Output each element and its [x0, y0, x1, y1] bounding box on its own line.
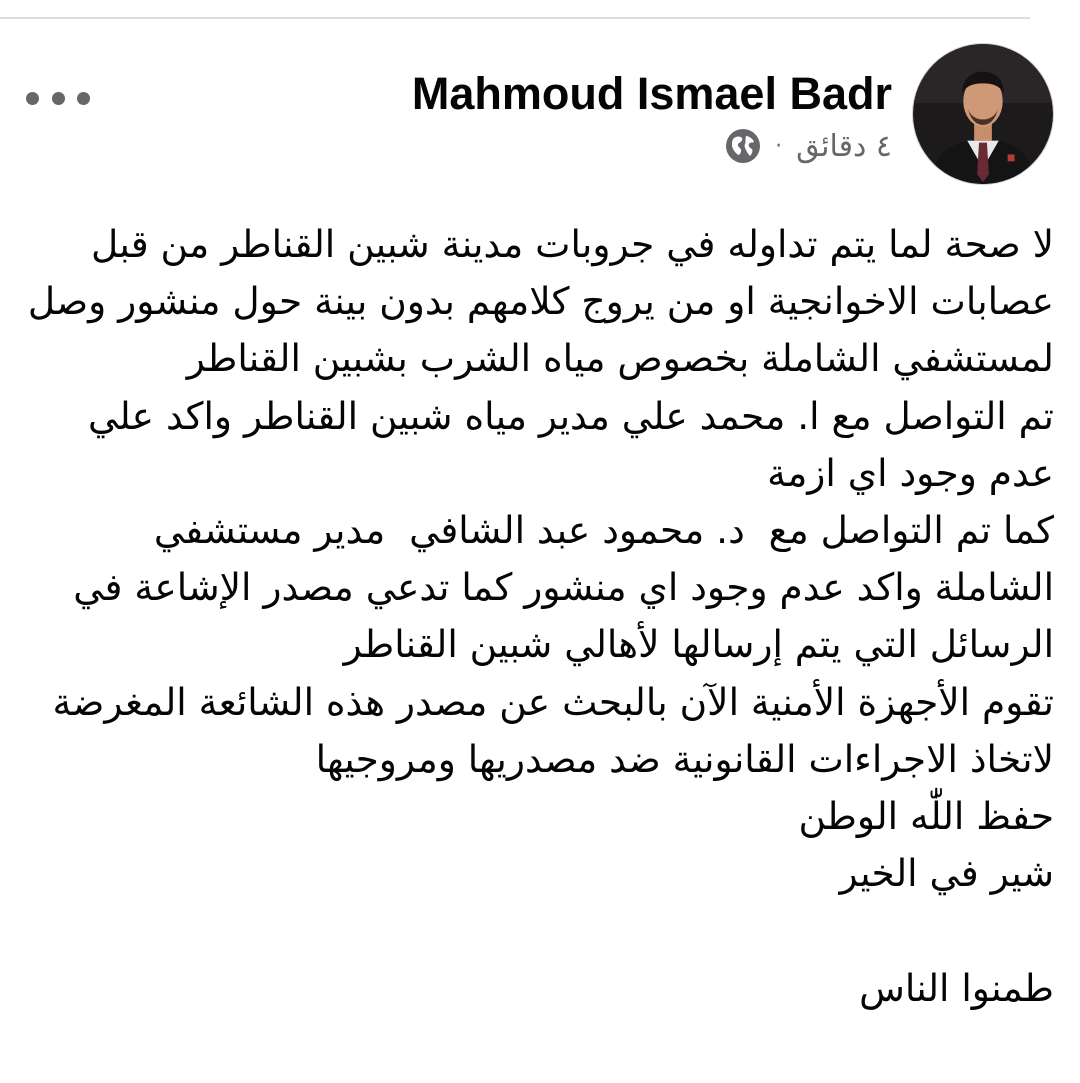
author-name[interactable]: Mahmoud Ismael Badr: [411, 68, 892, 119]
post-paragraph: تقوم الأجهزة الأمنية الآن بالبحث عن مصدر هذه الشائعة المغرضة لاتخاذ الاجراءات القانونية ضد مصدريها ومروجيها: [40, 679, 1054, 781]
top-divider: [0, 17, 1030, 19]
post-meta: [725, 124, 892, 168]
meta-separator: ·: [775, 133, 783, 159]
post-paragraph: لا صحة لما يتم تداوله في جروبات مدينة شبين القناطر من قبل عصابات الاخوانجية او من يروج كلامهم بدون بينة حول منشور وصل لمستشفي الشاملة بخصوص مياه الشرب بشبين القناطر: [15, 222, 1054, 381]
post-paragraph: تم التواصل مع ا. محمد علي مدير مياه شبين القناطر واكد علي عدم وجود اي ازمة: [76, 393, 1054, 495]
post-blank-line: [24, 902, 1054, 959]
more-dots-icon: [77, 92, 90, 105]
post-paragraph: كما تم التواصل مع د. محمود عبد الشافي مدير مستشفي الشاملة واكد عدم وجود اي منشور كما تدعي مصدر الإشاعة في الرسائل التي يتم إرسالها لأهالي شبين القناطر: [61, 508, 1054, 667]
post-body: [15, 216, 1054, 1017]
post-paragraph: شير في الخير: [839, 851, 1054, 896]
post-paragraph: حفظ اللّٰه الوطن: [798, 794, 1054, 839]
avatar-photo: [913, 44, 1053, 184]
more-dots-icon: [52, 92, 65, 105]
more-dots-icon: [26, 92, 39, 105]
globe-icon[interactable]: [725, 128, 761, 164]
more-options-button[interactable]: [26, 86, 90, 110]
author-avatar[interactable]: [912, 43, 1054, 185]
post-paragraph: طمنوا الناس: [859, 965, 1054, 1010]
post-timestamp[interactable]: ٤ دقائق: [796, 128, 892, 164]
